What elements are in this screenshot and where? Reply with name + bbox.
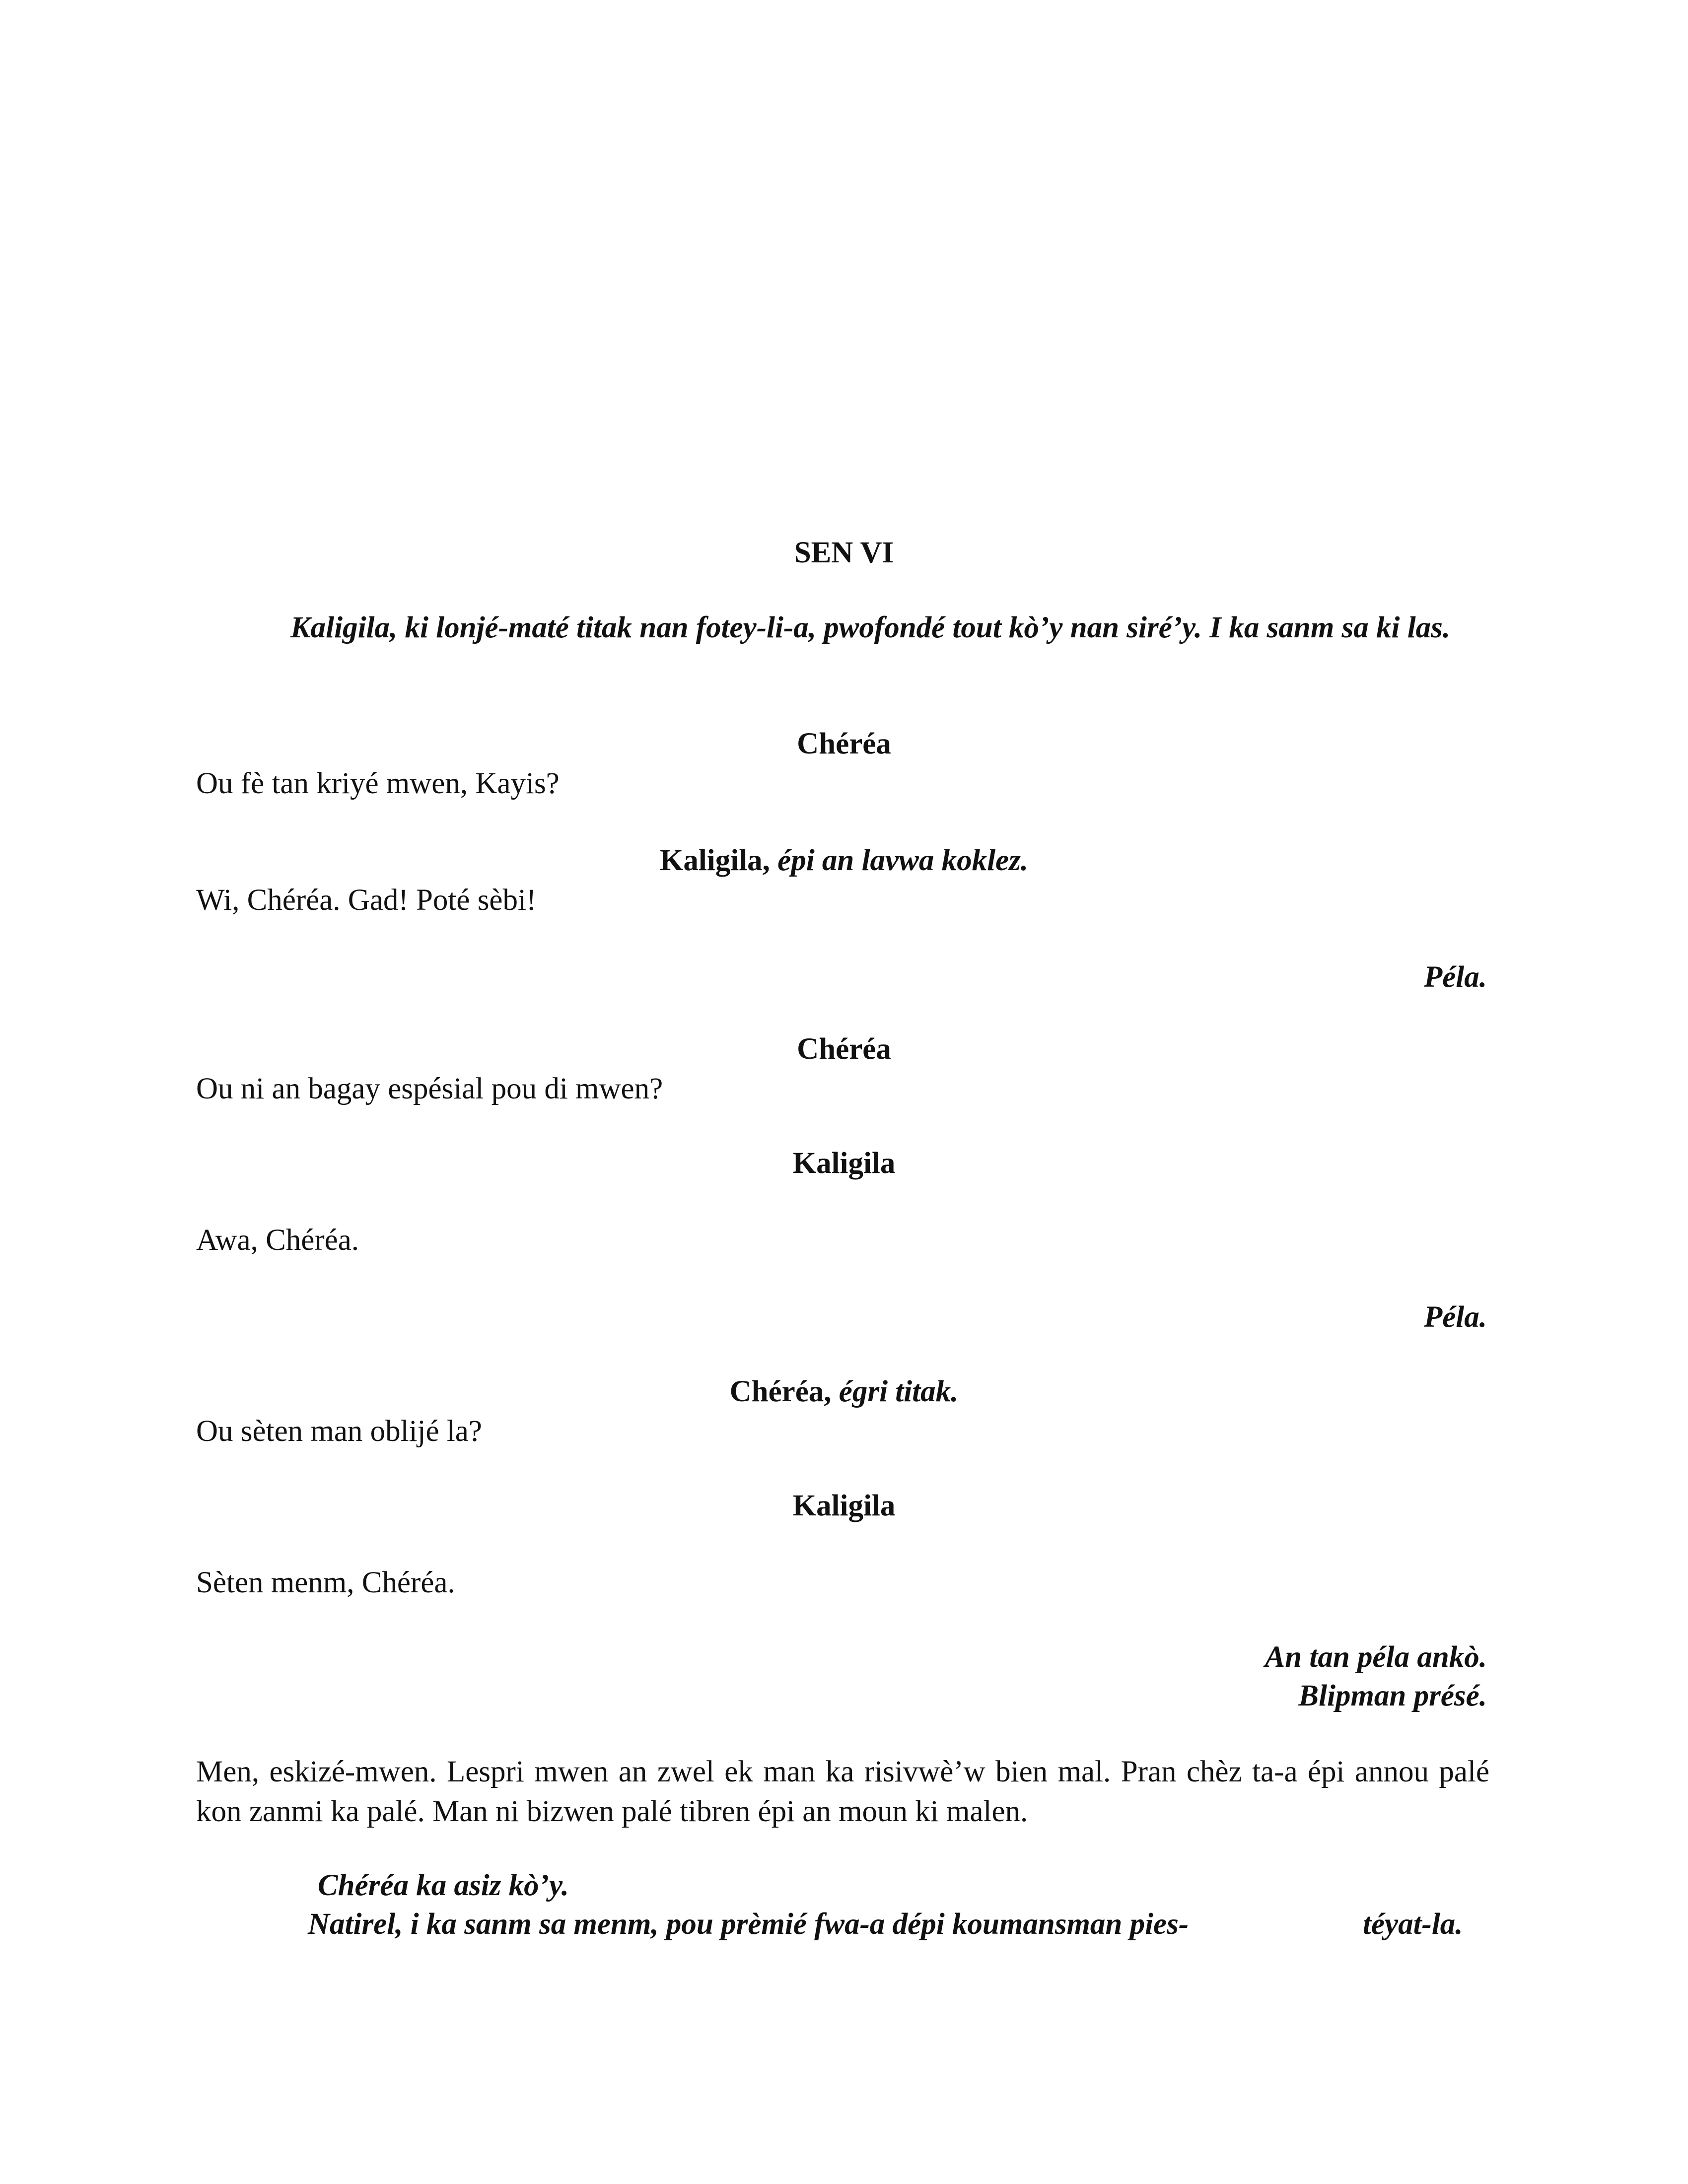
dialogue-line: Ou sèten man oblijé la?: [196, 1415, 482, 1448]
scene-title: SEN VI: [794, 536, 894, 569]
dialogue-line: Awa, Chéréa.: [196, 1224, 359, 1257]
stage-direction: Péla.: [1423, 1300, 1487, 1334]
dialogue-line: Wi, Chéréa. Gad! Poté sèbi!: [196, 884, 537, 917]
stage-direction: Péla.: [1423, 960, 1487, 994]
speaker-name: Chéréa: [797, 1032, 891, 1066]
stage-direction: An tan péla ankò.: [1265, 1640, 1487, 1674]
speaker-direction: épi an lavwa koklez.: [777, 844, 1029, 877]
dialogue-paragraph: Men, eskizé-mwen. Lespri mwen an zwel ek man ka risivwè’w bien mal. Pran chèz ta-a épi annou palé kon zanmi ka palé. Man ni bizwen palé tibren épi an moun ki malen.: [196, 1755, 1489, 1828]
dialogue-line: Ou ni an bagay espésial pou di mwen?: [196, 1072, 663, 1105]
stage-direction: téyat-la.: [1363, 1908, 1463, 1941]
speaker-name: Kaligila: [792, 1489, 896, 1522]
speaker-name: Chéréa: [797, 727, 891, 760]
dialogue-line: Sèten menm, Chéréa.: [196, 1566, 455, 1599]
stage-direction: Blipman présé.: [1298, 1679, 1487, 1712]
speaker-name: Chéréa,: [729, 1375, 832, 1408]
stage-direction: Natirel, i ka sanm sa menm, pou prèmié fwa-a dépi koumansman pies-: [308, 1908, 1189, 1941]
speaker-heading: [0, 1372, 1688, 1411]
speaker-direction: égri titak.: [839, 1375, 959, 1408]
speaker-name: Kaligila,: [659, 844, 770, 877]
speaker-heading: [0, 841, 1688, 880]
dialogue-line: Ou fè tan kriyé mwen, Kayis?: [196, 767, 560, 800]
stage-direction-intro: Kaligila, ki lonjé-maté titak nan fotey-li-a, pwofondé tout kò’y nan siré’y. I ka sanm sa ki las.: [290, 611, 1451, 644]
speaker-name: Kaligila: [792, 1147, 896, 1180]
stage-direction: Chéréa ka asiz kò’y.: [318, 1869, 569, 1902]
